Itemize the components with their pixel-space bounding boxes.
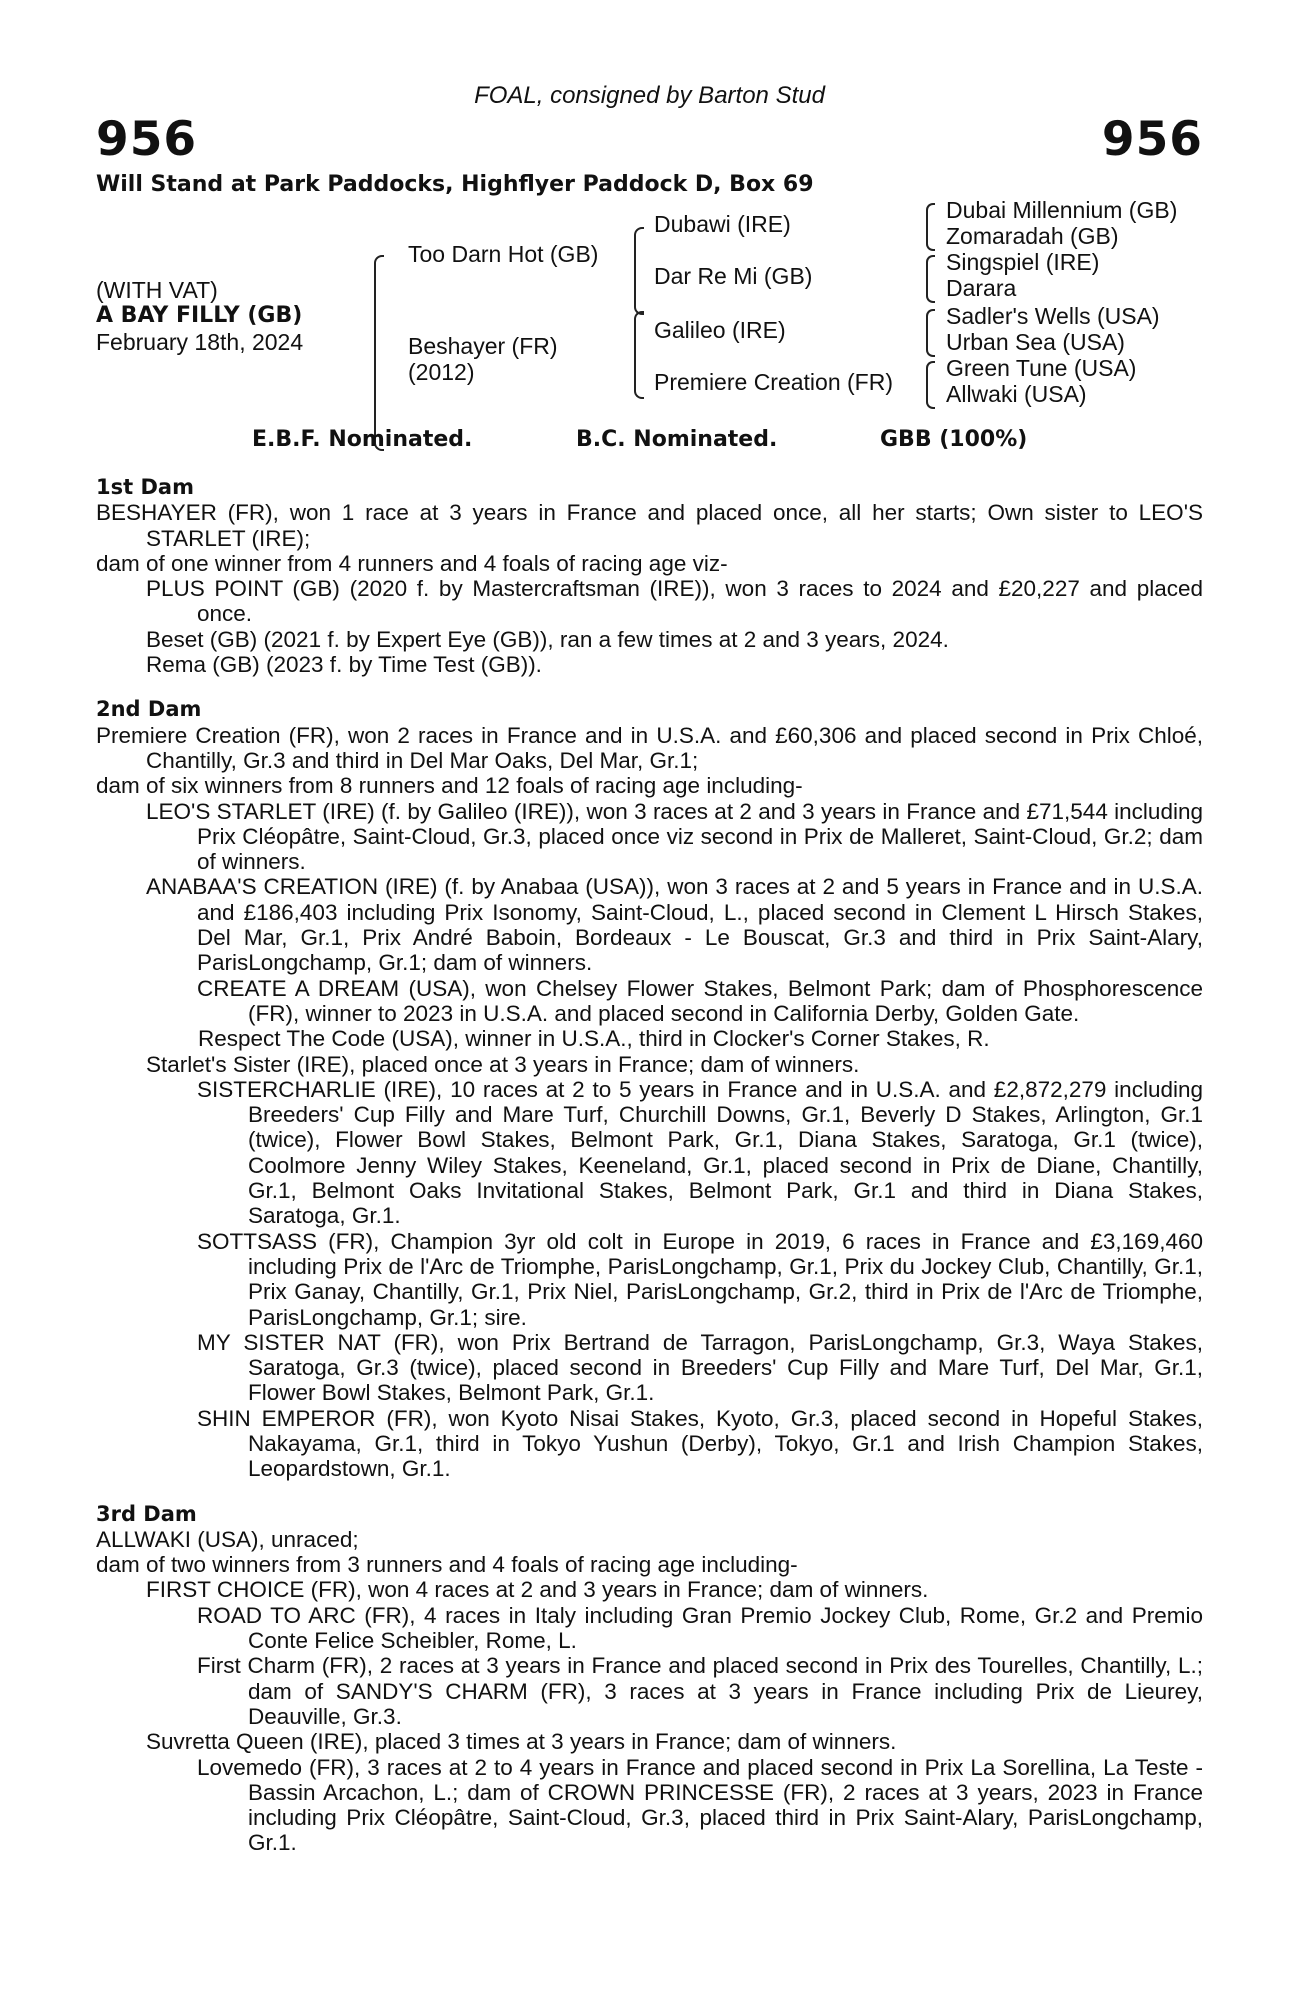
lot-header [96, 78, 1203, 166]
sd-brace [926, 255, 935, 303]
first-dam-entry: BESHAYER (FR), won 1 race at 3 years in France and placed once, all her starts; Own sister to LEO'S STARLET (IRE); [96, 500, 1203, 551]
gbb-rating: GBB (100%) [880, 427, 1028, 452]
sire-dam: Dar Re Mi (GB) [654, 263, 813, 289]
gen3-6: Urban Sea (USA) [946, 329, 1125, 355]
catalogue-text [96, 475, 1203, 1856]
produce-entry: Lovemedo (FR), 3 races at 2 to 4 years in France and placed second in Prix La Sorellina, La Teste - Bassin Arcachon, L.; dam of CROWN PRINCESSE (FR), 2 races at 3 years, 2023 in France including Prix Cléopâtre, Saint-Cloud, Gr.3, placed third in Prix Saint-Alary, ParisLongchamp, Gr.1. [197, 1754, 1203, 1856]
gen3-7: Green Tune (USA) [946, 355, 1137, 381]
gen3-4: Darara [946, 275, 1017, 301]
foaling-date: February 18th, 2024 [96, 329, 304, 355]
produce-entry: PLUS POINT (GB) (2020 f. by Mastercraftsman (IRE)), won 3 races to 2024 and £20,227 and placed once. [146, 576, 1203, 627]
dam-year: (2012) [408, 359, 475, 385]
produce-entry: MY SISTER NAT (FR), won Prix Bertrand de Tarragon, ParisLongchamp, Gr.3, Waya Stakes, Saratoga, Gr.3 (twice), placed second in Breeders' Cup Filly and Mare Turf, Del Mar, Gr.1, Flower Bowl Stakes, Belmont Park, Gr.1. [197, 1329, 1203, 1406]
ebf-nominated: E.B.F. Nominated. [252, 427, 473, 452]
ss-brace [926, 203, 935, 251]
dam-dam: Premiere Creation (FR) [654, 369, 893, 395]
stand-location: Will Stand at Park Paddocks, Highflyer Paddock D, Box 69 [96, 172, 814, 197]
dd-brace [926, 361, 935, 409]
produce-entry: LEO'S STARLET (IRE) (f. by Galileo (IRE)), won 3 races at 2 and 3 years in France and £71,544 including Prix Cléopâtre, Saint-Cloud, Gr.3, placed once viz second in Prix de Malleret, Saint-Cloud, Gr.2; dam of winners. [146, 798, 1203, 875]
produce-entry: SHIN EMPEROR (FR), won Kyoto Nisai Stakes, Kyoto, Gr.3, placed second in Hopeful Stakes, Nakayama, Gr.1, third in Tokyo Yushun (Derby), Tokyo, Gr.1 and Irish Champion Stakes, Leopardstown, Gr.1. [197, 1405, 1203, 1482]
lot-number-right: 956 [1101, 112, 1203, 167]
bc-nominated: B.C. Nominated. [576, 427, 778, 452]
first-dam-produce-summary: dam of one winner from 4 runners and 4 foals of racing age viz- [96, 550, 728, 576]
produce-entry: FIRST CHOICE (FR), won 4 races at 2 and 3 years in France; dam of winners. [146, 1577, 929, 1603]
vat-label: (WITH VAT) [96, 277, 218, 303]
sire: Too Darn Hot (GB) [408, 241, 599, 267]
second-dam-heading: 2nd Dam [96, 697, 202, 722]
produce-entry: ANABAA'S CREATION (IRE) (f. by Anabaa (USA)), won 3 races at 2 and 5 years in France and in U.S.A. and £186,403 including Prix Isonomy, Saint-Cloud, L., placed second in Clement L Hirsch Stakes, Del Mar, Gr.1, Prix André Baboin, Bordeaux - Le Bouscat, Gr.3 and third in Prix Saint-Alary, ParisLongchamp, Gr.1; dam of winners. [146, 874, 1203, 976]
horse-name: A BAY FILLY (GB) [96, 303, 303, 328]
second-dam-entry: Premiere Creation (FR), won 2 races in France and in U.S.A. and £60,306 and placed second in Prix Chloé, Chantilly, Gr.3 and third in Del Mar Oaks, Del Mar, Gr.1; [96, 722, 1203, 773]
third-dam-entry: ALLWAKI (USA), unraced; [96, 1526, 359, 1552]
produce-entry: Suvretta Queen (IRE), placed 3 times at 3 years in France; dam of winners. [146, 1729, 897, 1755]
consignor-line: FOAL, consigned by Barton Stud [474, 82, 825, 109]
third-dam-heading: 3rd Dam [96, 1501, 197, 1526]
lot-number-left: 956 [96, 112, 198, 167]
produce-entry: Rema (GB) (2023 f. by Time Test (GB)). [146, 652, 542, 678]
dam-brace [634, 311, 644, 399]
produce-entry: SOTTSASS (FR), Champion 3yr old colt in Europe in 2019, 6 races in France and £3,169,460 including Prix de l'Arc de Triomphe, ParisLongchamp, Gr.1, Prix du Jockey Club, Chantilly, Gr.1, Prix Ganay, Chantilly, Gr.1, Prix Niel, ParisLongchamp, Gr.2, third in Prix de l'Arc de Triomphe, ParisLongchamp, Gr.1; sire. [197, 1228, 1203, 1330]
gen3-8: Allwaki (USA) [946, 381, 1087, 407]
catalogue-page [96, 78, 1203, 1856]
dam: Beshayer (FR) [408, 333, 558, 359]
gen3-3: Singspiel (IRE) [946, 249, 1100, 275]
third-dam-produce-summary: dam of two winners from 3 runners and 4 foals of racing age including- [96, 1552, 798, 1578]
produce-entry: ROAD TO ARC (FR), 4 races in Italy including Gran Premio Jockey Club, Rome, Gr.2 and Premio Conte Felice Scheibler, Rome, L. [197, 1602, 1203, 1654]
pedigree-table [96, 197, 1203, 427]
gen3-2: Zomaradah (GB) [946, 223, 1119, 249]
dam-sire-brace [374, 255, 384, 451]
produce-entry: Beset (GB) (2021 f. by Expert Eye (GB)), ran a few times at 2 and 3 years, 2024. [146, 626, 949, 652]
first-dam-heading: 1st Dam [96, 475, 194, 499]
gen3-1: Dubai Millennium (GB) [946, 197, 1178, 223]
ds-brace [926, 309, 935, 357]
gen3-5: Sadler's Wells (USA) [946, 303, 1160, 329]
dam-sire: Galileo (IRE) [654, 317, 786, 343]
produce-entry: CREATE A DREAM (USA), won Chelsey Flower Stakes, Belmont Park; dam of Phosphorescence (FR), winner to 2023 in U.S.A. and placed second in California Derby, Golden Gate. [197, 975, 1203, 1026]
sire-brace [634, 227, 644, 315]
sire-sire: Dubawi (IRE) [654, 211, 791, 237]
produce-entry: Starlet's Sister (IRE), placed once at 3 years in France; dam of winners. [146, 1051, 860, 1077]
produce-entry: First Charm (FR), 2 races at 3 years in France and placed second in Prix des Tourelles, Chantilly, L.; dam of SANDY'S CHARM (FR), 3 races at 3 years in France including Prix de Lieurey, Deauville, Gr.3. [197, 1653, 1203, 1729]
produce-entry: Respect The Code (USA), winner in U.S.A., third in Clocker's Corner Stakes, R. [198, 1026, 990, 1052]
nominations [96, 427, 1203, 467]
second-dam-produce-summary: dam of six winners from 8 runners and 12 foals of racing age including- [96, 773, 803, 799]
produce-entry: SISTERCHARLIE (IRE), 10 races at 2 to 5 years in France and in U.S.A. and £2,872,279 including Breeders' Cup Filly and Mare Turf, Churchill Downs, Gr.1, Beverly D Stakes, Arlington, Gr.1 (twice), Flower Bowl Stakes, Belmont Park, Gr.1, Diana Stakes, Saratoga, Gr.1 (twice), Coolmore Jenny Wiley Stakes, Keeneland, Gr.1, placed second in Prix de Diane, Chantilly, Gr.1, Belmont Oaks Invitational Stakes, Belmont Park, Gr.1 and third in Diana Stakes, Saratoga, Gr.1. [197, 1076, 1203, 1229]
